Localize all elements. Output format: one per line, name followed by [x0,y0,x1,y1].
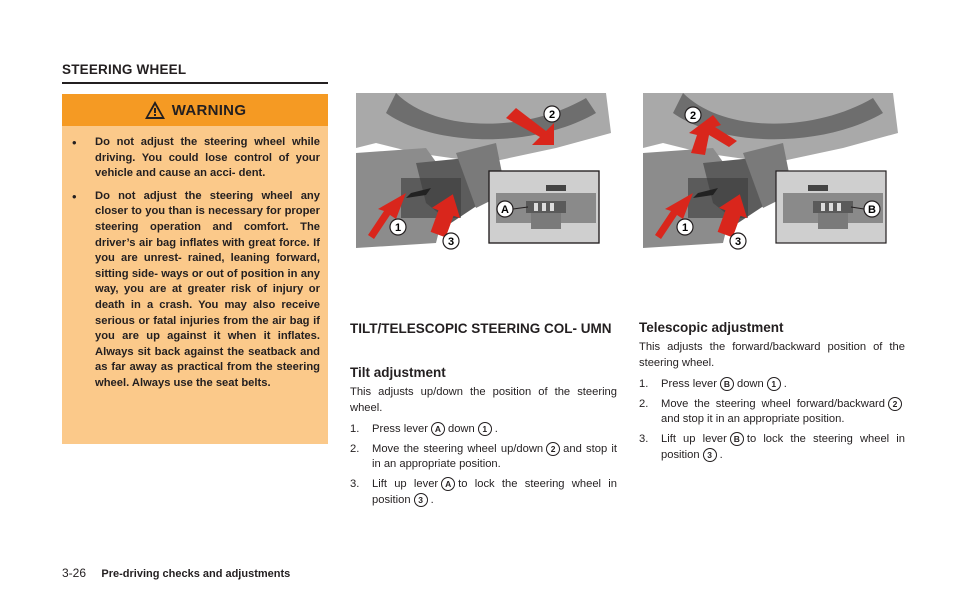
tilt-telescopic-heading: TILT/TELESCOPIC STEERING COL- UMN [350,321,612,336]
tilt-intro: This adjusts up/down the position of the steering wheel. [350,386,617,414]
step-text: down [736,378,764,391]
title-rule [62,82,328,84]
warning-item-text: Do not adjust the steering wheel any closer to you than is necessary for proper steering operation and comfort. The driver’s air bag inflates with great force. If you are unrest- rained, leaning forward, sitting side- ways or out of position in any way, you are at greater risk of injury or death in a crash. You may also receive serious or fatal injuries from the air bag if you are up against it when it inflates. Always sit back against the seatback and as far away as practical from the steering wheel. Always use the seat belts. [95,189,320,389]
step-text: Press lever [661,378,717,391]
callout-2: 2 [689,110,697,122]
warning-header [62,94,328,126]
step-number: 3. [639,432,649,445]
callout-3-icon: 3 [703,448,717,462]
tilt-step [350,422,617,438]
callout-2-icon: 2 [546,442,560,456]
section-title: STEERING WHEEL [62,62,187,77]
step-number: 1. [639,378,649,391]
tilt-step [350,477,617,508]
lever-a-icon: A [431,422,445,436]
step-text: . [494,423,498,436]
telescopic-column [639,320,905,467]
step-text: Move the steering wheel up/down [372,442,544,455]
callout-3: 3 [447,236,455,248]
warning-item [70,189,320,392]
step-text: to lock the steering wheel in position [372,477,617,506]
step-text: Press lever [372,423,428,436]
step-text: and stop it in an appropriate position. [372,442,617,471]
telescopic-step [639,377,905,393]
callout-2: 2 [548,109,556,121]
telescopic-step [639,397,905,428]
callout-B: B [868,204,876,216]
step-text: Move the steering wheel forward/backward [661,397,885,410]
tilt-step [350,442,617,473]
warning-triangle-icon [144,100,166,120]
callout-2-icon: 2 [888,397,902,411]
step-number: 2. [350,442,360,455]
warning-title: WARNING [171,101,247,119]
bullet: • [72,188,77,204]
telescopic-adjustment-figure [643,93,903,253]
step-number: 2. [639,397,649,410]
step-text: and stop it in an appropriate position. [661,413,845,426]
telescopic-intro: This adjusts the forward/backward position of the steering wheel. [639,341,905,369]
tilt-adjustment-figure [356,93,616,253]
lever-b-icon: B [730,432,744,446]
step-text: Lift up lever [661,432,727,445]
callout-1: 1 [394,222,402,234]
warning-list [70,135,320,399]
page-number: 3-26 [62,566,87,580]
callout-1: 1 [681,222,689,234]
lever-a-icon: A [441,477,455,491]
step-text: . [783,378,787,391]
step-text: to lock the steering wheel in position [661,432,905,461]
telescopic-subheading: Telescopic adjustment [639,320,784,335]
tilt-subheading: Tilt adjustment [350,365,446,380]
chapter-title: Pre-driving checks and adjustments [101,568,291,580]
callout-3-icon: 3 [414,493,428,507]
callout-3: 3 [734,236,742,248]
step-text: . [430,493,434,506]
bullet: • [72,135,77,150]
callout-1-icon: 1 [478,422,492,436]
callout-1-icon: 1 [767,377,781,391]
step-text: . [719,448,723,461]
step-number: 1. [350,423,360,436]
step-text: Lift up lever [372,477,439,490]
page-footer [62,566,290,580]
warning-item-text: Do not adjust the steering wheel while driving. You could lose control of your vehicle and cause an acci- dent. [95,136,320,180]
lever-b-icon: B [720,377,734,391]
step-number: 3. [350,477,360,490]
tilt-column [350,365,617,512]
telescopic-step [639,432,905,463]
step-text: down [447,423,475,436]
warning-item [70,135,320,182]
callout-A: A [501,204,509,216]
